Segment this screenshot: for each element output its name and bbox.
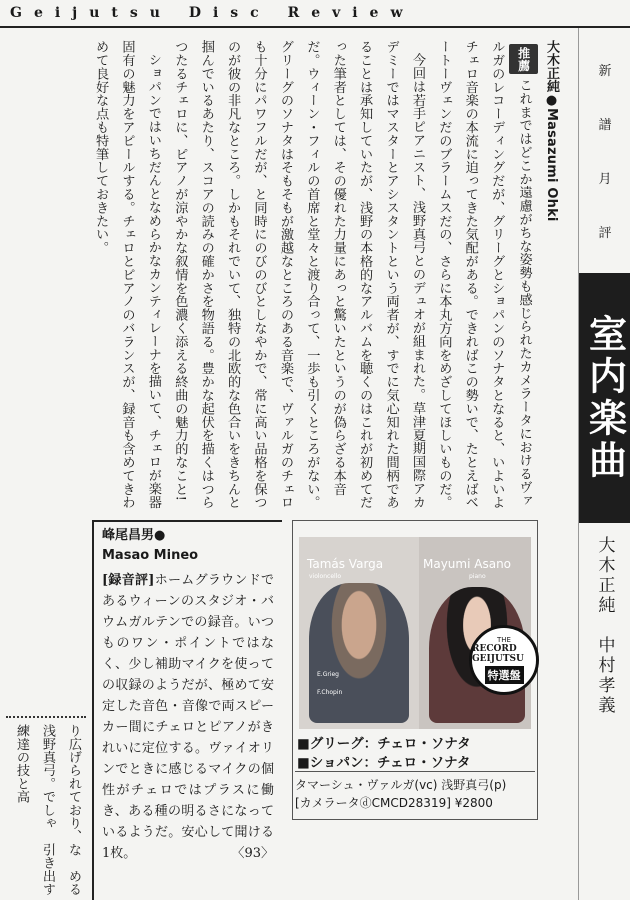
recording-review-text: ホームグラウンドであるウィーンのスタジオ・バウムガルテンでの録音。いつものワン・ポイントではなく、少し補助マイクを使っての収録のようだが、極めて安定した音色・音像で両スピーカー間にチェロとピアノがきれいに定位する。ヴァイオリンでときに感じるマイクの個性がチェロではプラスに働き、ある種の明るさになっているようだ。安心して聞ける1枚。 (102, 573, 274, 861)
cellist-photo (309, 583, 409, 723)
catalog-info: [カメラータⓓCMCD28319] ¥2800 (295, 796, 493, 810)
track-item: ■ショパン：チェロ・ソナタ (297, 755, 471, 771)
section-char: 新 (598, 63, 612, 79)
section-char: 評 (598, 226, 612, 242)
special-selection-label: 特選盤 (485, 666, 524, 684)
next-review-excerpt: り広げられており、な める浅野真弓。でしゃ 引き出す練達の技と高 (14, 724, 81, 896)
cover-composer: F.Chopin (317, 689, 343, 696)
track-list (297, 735, 471, 773)
selection-seal: THE RECORD GEIJUTSU 特選盤 (469, 625, 539, 695)
section-char: 譜 (598, 117, 612, 133)
recommended-badge: 推薦 (509, 44, 537, 74)
section-char: 月 (598, 172, 612, 188)
genre-header (579, 273, 630, 523)
track-item: ■グリーグ：チェロ・ソナタ (297, 736, 471, 752)
reviewer-names (579, 528, 630, 900)
engineer-name-en: Masao Mineo (102, 548, 199, 563)
page-number: 〈93〉 (231, 846, 274, 861)
cover-role-cellist: violoncello (309, 573, 342, 580)
section-label (579, 28, 630, 273)
divider (6, 716, 86, 718)
performers: タマーシュ・ヴァルガ(vc) 浅野真弓(p) (295, 778, 507, 792)
reviewer-byline: 大木正純●Masazumi Ohki (544, 40, 559, 222)
section-sidebar (578, 28, 630, 900)
genre-title: 室内楽曲 (582, 314, 627, 482)
review-paragraph: これまではどこか遠慮がちな姿勢も感じられたカメラータにおけるヴァルガのレコーディングだが、グリーグとショパンのソナタとなると、いよいよチェロ音楽の本流に迫ってきた気配がある。できればこの勢いで、たとえばベートーヴェンだのブラームスだの、さらに本丸方向をめざしてほしいものだ。 (436, 40, 532, 509)
recording-review-label: [録音評] (102, 573, 155, 588)
album-box (292, 520, 538, 820)
cover-composer: E.Grieg (317, 671, 339, 678)
reviewer-list: 大木正純 中村孝義 (594, 536, 615, 716)
main-review (8, 40, 564, 512)
cover-artist-pianist: Mayumi Asano (423, 557, 512, 571)
masthead: Geijutsu Disc Review (0, 0, 630, 28)
cover-artist-cellist: Tamás Varga (307, 557, 384, 571)
engineer-name-ja: 峰尾昌男● (102, 528, 166, 543)
album-credits (295, 771, 535, 812)
review-paragraph: 今回は若手ピアニスト、浅野真弓とのデュオが組まれた。草津夏期国際アカデミーではマスターとアシスタントという両者が、すでに気心知れた間柄であることは承知していたが、浅野の本格的なアルバムを聴くのはこれが初めてだった筆者としては、その優れた力量にあっと驚いたというのが偽らざる本音だ。ウィーン・フィルの首席と堂々と渡り合って、一歩も引くところがない。グリーグのソナタはそもそもが激越なところのある音楽で、ヴァルガのチェロも十分にパワフルだが、と同時にのびのびとしなやかで、常に高い品格を保つのが彼の非凡なところ。しかもそれでいて、独特の北欧的な色合いをきちんと掴んでいるあたり、スコアの読みの確かさを物語る。豊かな起伏を描くはつらつたるチェロに、ピアノが涼やかな叙情を色濃く添える終曲の魅力的なこと! (172, 40, 425, 509)
cover-role-pianist: piano (469, 573, 486, 580)
review-paragraph: ショパンではいちだんとなめらかなカンティレーナを描いて、チェロが楽器固有の魅力をアピールする。チェロとピアノのバランスが、録音も含めてきわめて良好な点も特筆しておきたい。 (93, 40, 161, 509)
recording-review-box (92, 520, 282, 900)
